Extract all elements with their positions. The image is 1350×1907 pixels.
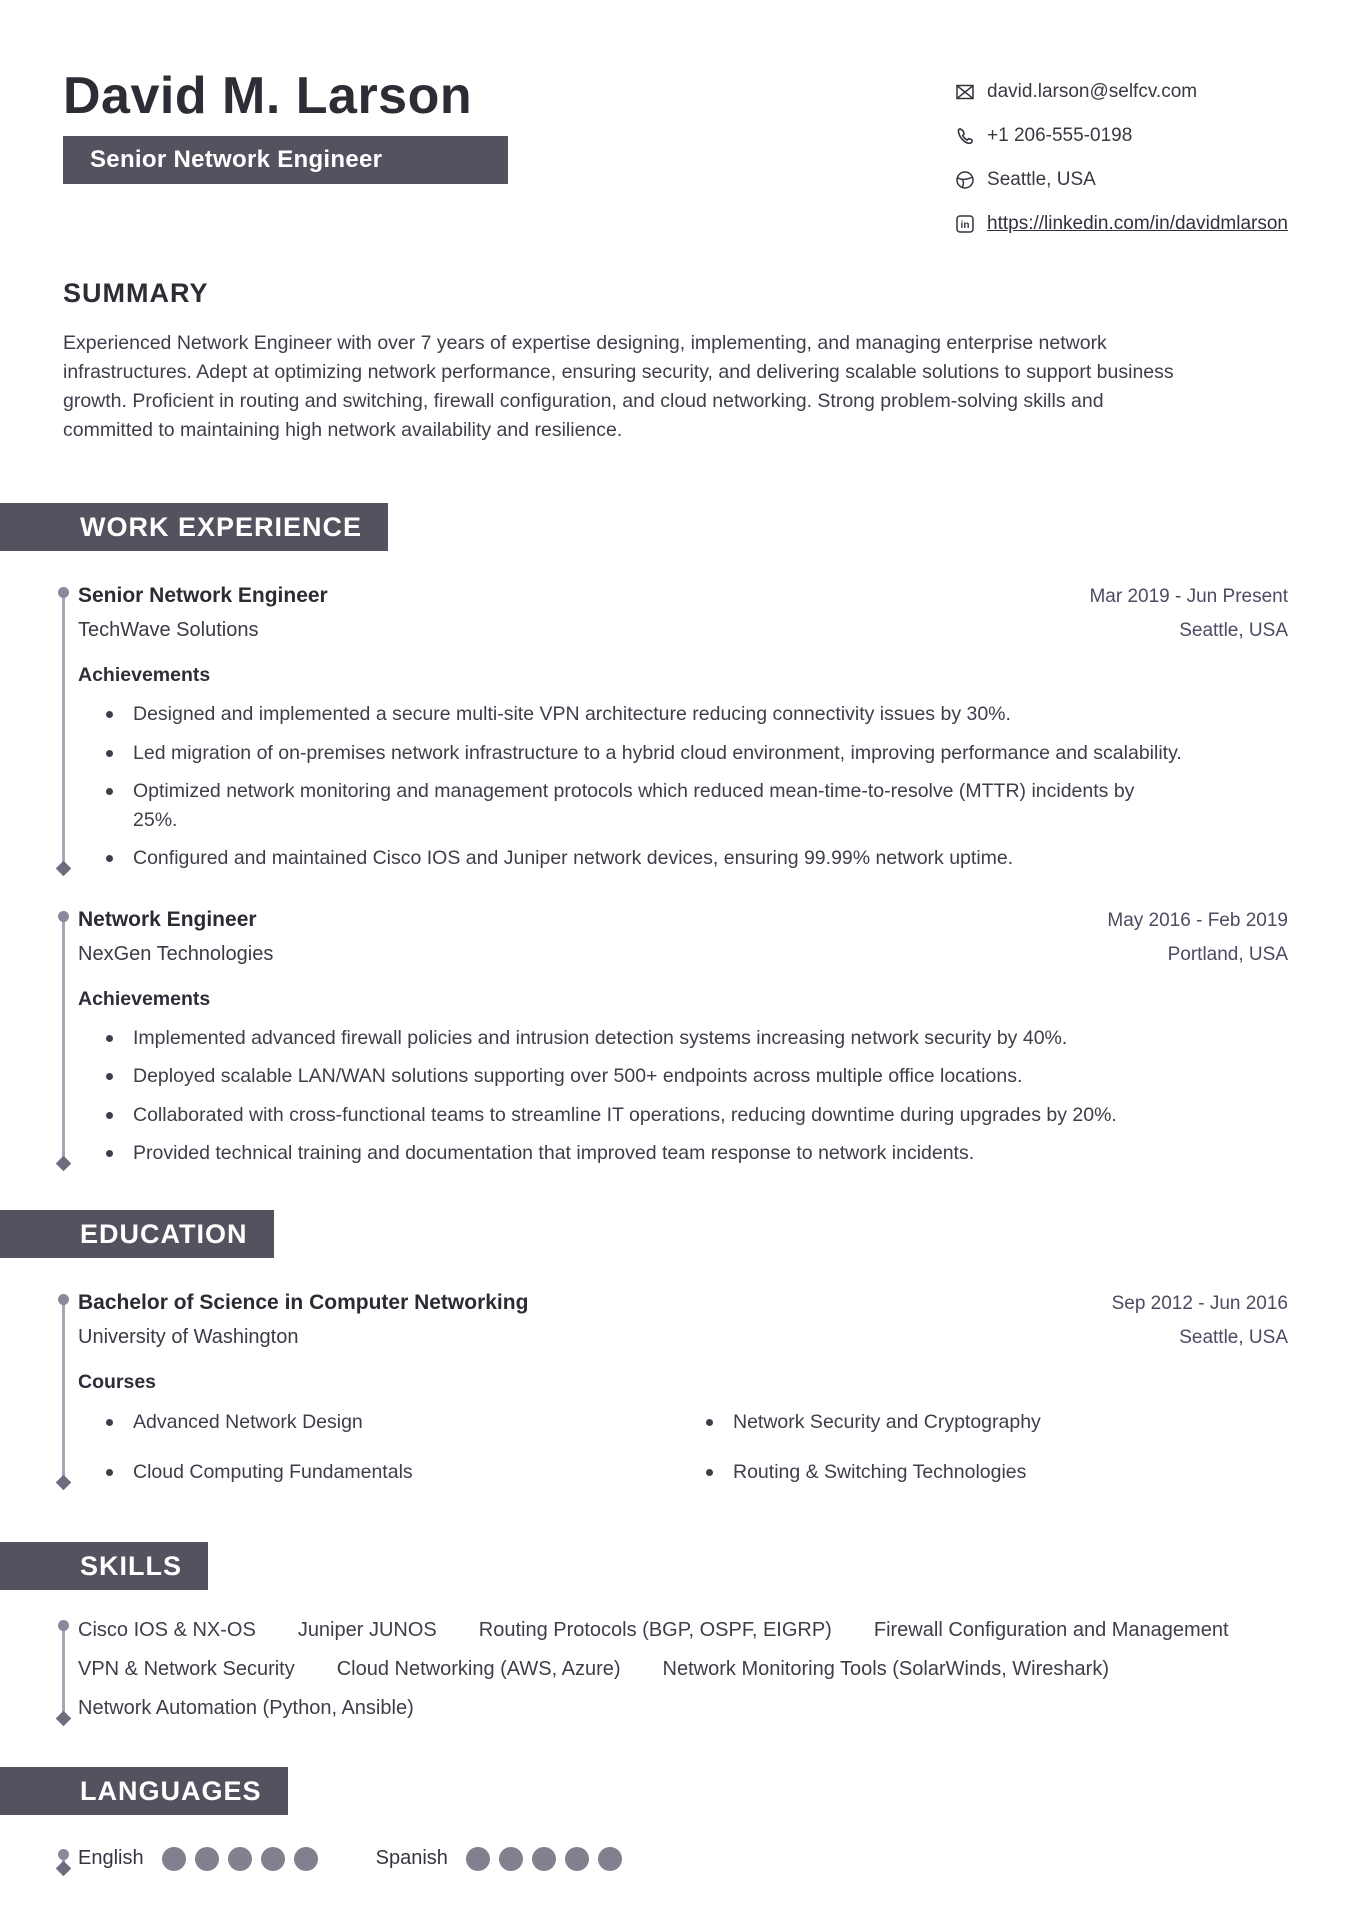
- skill-item: Routing Protocols (BGP, OSPF, EIGRP): [478, 1618, 832, 1641]
- achievements-label: Achievements: [78, 987, 211, 1010]
- achievement-item: Implemented advanced firewall policies and intrusion detection systems increasing network security by 40%.: [78, 1024, 1183, 1053]
- job-title: Network Engineer: [78, 907, 257, 931]
- timeline-rail: [62, 917, 65, 1160]
- achievement-item: Deployed scalable LAN/WAN solutions supporting over 500+ endpoints across multiple office locations.: [78, 1062, 1183, 1091]
- level-dot: [598, 1847, 622, 1871]
- level-dot: [565, 1847, 589, 1871]
- languages-heading: LANGUAGES: [0, 1767, 288, 1815]
- summary-section: [63, 278, 1288, 445]
- contact-email-row: [954, 78, 1288, 106]
- job-location: Seattle, USA: [1179, 620, 1288, 641]
- job-entry: [56, 907, 1288, 1168]
- job-company: NexGen Technologies: [78, 942, 274, 965]
- skill-item: Network Automation (Python, Ansible): [78, 1696, 414, 1719]
- achievements-list: [78, 700, 1183, 873]
- header: [0, 0, 1350, 234]
- level-dot: [228, 1847, 252, 1871]
- language-item: [78, 1847, 318, 1871]
- svg-text:in: in: [960, 220, 970, 231]
- skill-item: VPN & Network Security: [78, 1657, 295, 1680]
- education-entry: [56, 1290, 1288, 1487]
- course-item: Network Security and Cryptography: [678, 1408, 1288, 1437]
- education-dates: Sep 2012 - Jun 2016: [1111, 1292, 1288, 1314]
- skills-section: [0, 1542, 1350, 1723]
- job-title: Senior Network Engineer: [78, 584, 328, 607]
- timeline-rail: [62, 1626, 65, 1715]
- skills-list: [78, 1616, 1238, 1723]
- contact-phone: +1 206-555-0198: [987, 125, 1133, 146]
- level-dot: [532, 1847, 556, 1871]
- achievement-item: Provided technical training and documentation that improved team response to network incidents.: [78, 1139, 1183, 1168]
- level-dot: [162, 1847, 186, 1871]
- education-heading: EDUCATION: [0, 1210, 274, 1258]
- languages-entry: [56, 1845, 1288, 1873]
- job-dates: Mar 2019 - Jun Present: [1089, 586, 1288, 607]
- skill-item: Network Monitoring Tools (SolarWinds, Wireshark): [662, 1657, 1109, 1680]
- header-left: [63, 67, 508, 212]
- achievements-list: [78, 1024, 1183, 1168]
- courses-list: [78, 1408, 1288, 1487]
- linkedin-link[interactable]: https://linkedin.com/in/davidmlarson: [987, 213, 1288, 234]
- person-name: David M. Larson: [63, 67, 473, 125]
- achievement-item: Collaborated with cross-functional teams to streamline IT operations, reducing downtime during upgrades by 20%.: [78, 1101, 1183, 1130]
- languages-list: [78, 1845, 1288, 1873]
- achievement-item: Led migration of on-premises network infrastructure to a hybrid cloud environment, improving performance and scalability.: [78, 739, 1183, 768]
- timeline-rail: [62, 593, 65, 865]
- achievement-item: Configured and maintained Cisco IOS and Juniper network devices, ensuring 99.99% network uptime.: [78, 844, 1183, 873]
- language-level-dots: [466, 1847, 622, 1871]
- language-name: English: [78, 1847, 144, 1869]
- level-dot: [195, 1847, 219, 1871]
- courses-label: Courses: [78, 1370, 157, 1393]
- skills-entry: [56, 1616, 1288, 1723]
- language-item: [376, 1847, 622, 1871]
- course-item: Cloud Computing Fundamentals: [78, 1458, 678, 1487]
- school-name: University of Washington: [78, 1325, 299, 1348]
- language-name: Spanish: [375, 1847, 448, 1869]
- summary-heading: SUMMARY: [63, 278, 209, 308]
- achievement-item: Designed and implemented a secure multi-site VPN architecture reducing connectivity issues by 30%.: [78, 700, 1183, 729]
- level-dot: [261, 1847, 285, 1871]
- linkedin-icon: [954, 213, 976, 235]
- job-location: Portland, USA: [1167, 943, 1288, 965]
- skill-item: Juniper JUNOS: [297, 1618, 437, 1641]
- education-section: [0, 1210, 1350, 1487]
- job-dates: May 2016 - Feb 2019: [1107, 909, 1288, 931]
- degree-title: Bachelor of Science in Computer Networking: [78, 1290, 529, 1314]
- level-dot: [499, 1847, 523, 1871]
- timeline-rail: [62, 1300, 65, 1479]
- contact-list: [954, 78, 1288, 234]
- phone-icon: [954, 125, 976, 147]
- skills-heading: SKILLS: [0, 1542, 208, 1590]
- timeline-rail: [62, 1855, 65, 1865]
- contact-location: Seattle, USA: [987, 169, 1096, 190]
- work-experience-heading: WORK EXPERIENCE: [0, 503, 388, 551]
- job-entry: [56, 583, 1288, 873]
- envelope-icon: [954, 81, 976, 103]
- skill-item: Cisco IOS & NX-OS: [78, 1618, 256, 1641]
- skill-item: Cloud Networking (AWS, Azure): [336, 1657, 621, 1680]
- education-location: Seattle, USA: [1179, 1326, 1288, 1348]
- level-dot: [294, 1847, 318, 1871]
- contact-phone-row: [954, 122, 1288, 150]
- contact-location-row: [954, 166, 1288, 194]
- globe-icon: [954, 169, 976, 191]
- achievement-item: Optimized network monitoring and management protocols which reduced mean-time-to-resolve (MTTR) incidents by 25%.: [78, 777, 1183, 834]
- summary-text: Experienced Network Engineer with over 7 years of expertise designing, implementing, and managing enterprise network infrastructures. Adept at optimizing network performance, ensuring security, and delivering scalable solutions to support business growth. Proficient in routing and switching, firewall configuration, and cloud networking. Strong problem-solving skills and committed to maintaining high network availability and resilience.: [63, 332, 1174, 441]
- achievements-label: Achievements: [78, 664, 211, 686]
- languages-section: [0, 1767, 1350, 1873]
- title-badge: [63, 136, 508, 184]
- contact-linkedin-row: [954, 210, 1288, 238]
- course-item: Advanced Network Design: [78, 1408, 678, 1437]
- language-level-dots: [162, 1847, 318, 1871]
- level-dot: [466, 1847, 490, 1871]
- course-item: Routing & Switching Technologies: [678, 1458, 1288, 1487]
- skill-item: Firewall Configuration and Management: [873, 1618, 1229, 1641]
- contact-email: david.larson@selfcv.com: [987, 81, 1198, 102]
- work-experience-section: [0, 503, 1350, 1168]
- job-company: TechWave Solutions: [78, 619, 259, 641]
- title-badge-label: Senior Network Engineer: [90, 146, 383, 173]
